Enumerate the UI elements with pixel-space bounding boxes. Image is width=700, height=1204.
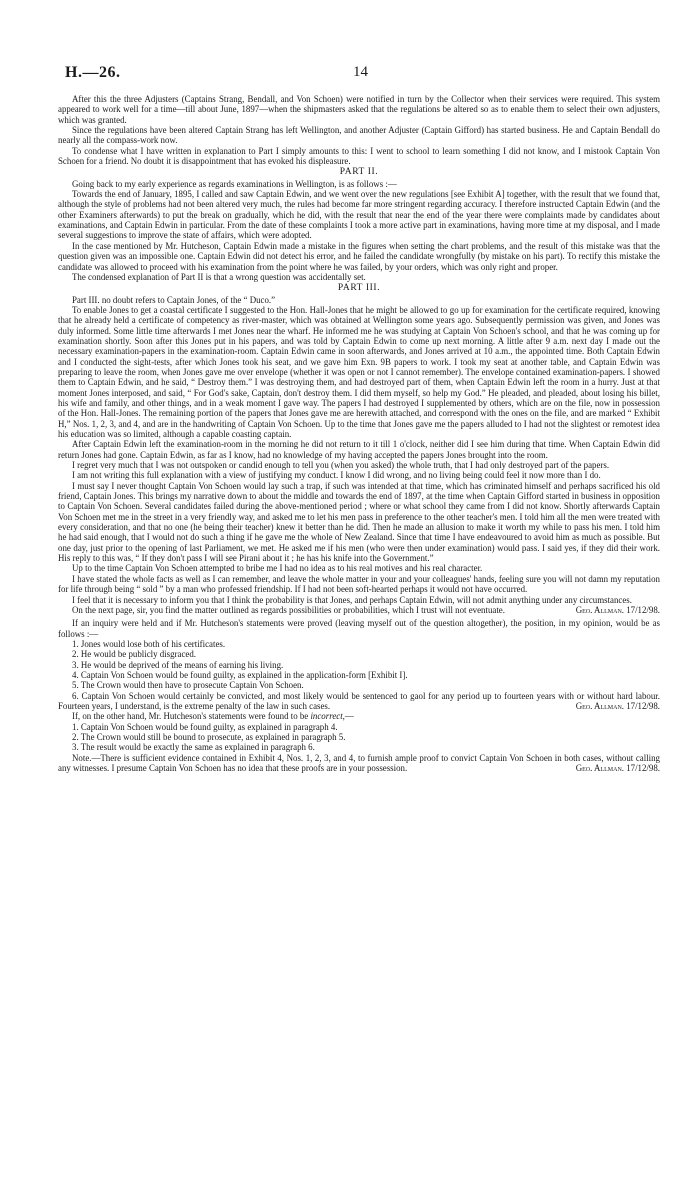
paragraph: After Captain Edwin left the examination-room in the morning he did not return to it till 1 o'clock, neither did I see him during that time. When Captain Edwin did return Jones had gone. Captain Edwin, as far as I know, had no knowledge of my having accepted the papers Jones brought into the room.: [58, 439, 660, 460]
list-item: 3. The result would be exactly the same as explained in paragraph 6.: [72, 742, 315, 753]
paragraph: Up to the time Captain Von Schoen attempted to bribe me I had no idea as to his real motives and his real character.: [72, 563, 483, 574]
signature: Geo. Allman. 17/12/98.: [575, 604, 660, 615]
list-item: 1. Jones would lose both of his certificates.: [72, 638, 226, 649]
paragraph: Part III. no doubt refers to Captain Jones, of the “ Duco.”: [72, 294, 276, 305]
part-2-heading: PART II.: [339, 167, 379, 178]
list-item: [58, 691, 660, 712]
closing-paragraph: [58, 605, 660, 615]
paragraph: Since the regulations have been altered Captain Strang has left Wellington, and another Adjuster (Captain Gifford) has started business. He and Captain Bendall do nearly all the compass-work now.: [58, 125, 660, 146]
paragraph: I must say I never thought Captain Von Schoen would lay such a trap, if such was intended at that time, which has criminated himself and perhaps sacrificed his old friend, Captain Jones. This brings my narrative down to about the middle and towards the end of 1897, at the time when Captain Gifford started in business in opposition to Captain Von Schoen. Several candidates failed during the above-mentioned period ; where or what school they came from I did not know. Shortly afterwards Captain Von Schoen met me in the street in a very friendly way, and asked me to let his men pass in preference to the other teacher's men. I told him all the men were treated with every consideration, and that no one (he being their teacher) knew it better than he did. Then he made an allusion to make it worth my while to pass his men. I told him he had said enough, that I would not do such a thing if he gave me the whole of New Zealand. Since that time I have endeavoured to avoid him as much as possible. But one day, just prior to the opening of last Parliament, we met. He asked me if his men (who were then under examination) would pass. I said yes, if they did their work. His reply to this was, “ If they don't pass I will see Pirani about it ; he has his knife into the Government.”: [58, 480, 660, 564]
paragraph: I am not writing this full explanation with a view of justifying my conduct. I know I did wrong, and no living being could feel it now more than I do.: [72, 470, 601, 481]
document-code: H.—26.: [65, 64, 121, 81]
paragraph: Going back to my early experience as regards examinations in Wellington, is as follows :—: [72, 178, 397, 189]
list-item: 2. He would be publicly disgraced.: [72, 649, 196, 660]
paragraph: I regret very much that I was not outspoken or candid enough to tell you (when you asked) the whole truth, that I had only destroyed part of the papers.: [72, 460, 610, 471]
paragraph: Towards the end of January, 1895, I called and saw Captain Edwin, and we went over the new regulations [see Exhibit A] together, with the result that we found that, although the style of problems had not been altered very much, the rules had become far more stringent regarding accuracy. I therefore instructed Captain Edwin (and the other Examiners afterwards) to put the break on gradually, which he did, with the result that near the end of the year there were complaints made by candidates about examinations, and Captain Edwin in particular. From the date of these complaints I took a more active part in examinations, having more time at my disposal, and I made several suggestions to improve the state of affairs, which were adopted.: [58, 189, 660, 241]
incorrect-list: [58, 722, 660, 753]
list-item-text: 6. Captain Von Schoen would certainly be convicted, and most likely would be sentenced to gaol for any period up to fourteen years with or without hard labour. Fourteen years, I understand, is the extreme penalty of the law in such cases.: [58, 690, 660, 711]
list-item: 3. He would be deprived of the means of earning his living.: [72, 659, 284, 670]
emphasis-word: incorrect: [310, 711, 343, 722]
list-item: 5. The Crown would then have to prosecute Captain Von Schoen.: [72, 680, 304, 691]
paragraph: To condense what I have written in explanation to Part I simply amounts to this: I went to school to learn something I did not know, and I mistook Captain Von Schoen for a friend. No doubt it is disappointment that has evoked his displeasure.: [58, 145, 660, 167]
note-paragraph: [58, 753, 660, 774]
inquiry-list: [58, 639, 660, 711]
closing-text: On the next page, sir, you find the matter outlined as regards possibilities or probabilities, which I trust will not eventuate.: [72, 604, 505, 615]
inquiry-intro: If an inquiry were held and if Mr. Hutcheson's statements were proved (leaving myself out of the question altogether), the position, in my opinion, would be as follows :—: [58, 618, 660, 639]
paragraph: After this the three Adjusters (Captains Strang, Bendall, and Von Schoen) were notified in turn by the Collector when their services were required. This system appeared to work well for a time—till about June, 1897—when the shipmasters asked that the regulations be altered so as to enable them to select their own adjusters, which was granted.: [58, 94, 660, 125]
document-body: [58, 94, 660, 773]
list-item: 2. The Crown would still be bound to prosecute, as explained in paragraph 5.: [72, 731, 346, 742]
note-text: Note.—There is sufficient evidence contained in Exhibit 4, Nos. 1, 2, 3, and 4, to furnish ample proof to convict Captain Von Schoen in both cases, without calling any witnesses. I presume Captain Von Schoen has no idea that these proofs are in your possession.: [58, 752, 660, 773]
intro-suffix: ,—: [342, 711, 354, 722]
paragraph: In the case mentioned by Mr. Hutcheson, Captain Edwin made a mistake in the figures when setting the chart problems, and the result of this mistake was that the question given was an impossible one. Captain Edwin did not detect his error, and he failed the candidate wrongfully (by mistake on his part). To rectify this mistake the candidate was allowed to proceed with his examination from the point where he was failed, by your orders, which was only right and proper.: [58, 240, 660, 272]
list-item: 4. Captain Von Schoen would be found guilty, as explained in the application-form [Exhibit I].: [72, 669, 408, 680]
signature: Geo. Allman. 17/12/98.: [575, 763, 660, 773]
paragraph: The condensed explanation of Part II is that a wrong question was accidentally set.: [72, 271, 366, 282]
paragraph: To enable Jones to get a coastal certificate I suggested to the Hon. Hall-Jones that he might be allowed to go up for examination for the certificate required, knowing that he already held a certificate of competency as river-master, which was obtained at Wellington some years ago. Subsequently permission was given, and Jones was duly informed. Some little time afterwards I met Jones near the wharf. He informed me he was studying at Captain Von Schoen's school, and that he was coming up for examination shortly. Soon after this Jones put in his papers, and was told by Captain Edwin to come up next morning. A little after 9 a.m. next day I made out the necessary examination-papers in the examination-room. Captain Edwin came in soon afterwards, and Jones arrived at 10 a.m., the appointed time. Both Captain Edwin and I conducted the sight-tests, after which Jones took his seat, and we gave him Exn. 9B papers to work. I took my seat at another table, and Captain Edwin was preparing to leave the room, when Jones gave me over envelope (whether it was open or not I cannot remember). The envelope contained examination-papers. I showed them to Captain Edwin, and he said, “ Destroy them.” I was destroying them, and had destroyed part of them, when Captain Edwin left the room in a hurry. Just at that moment Jones interposed, and said, “ For God's sake, Captain, don't destroy them. I did them myself, so help my God.” He pleaded, and pleaded, about losing his billet, his wife and family, and other things, and in a weak moment I gave way. The papers I had destroyed I supplemented by others, which are on the file, now in possession of the Hon. Hall-Jones. The remaining portion of the papers that Jones gave me are herewith attached, and correspond with the ones on the file, and are marked “ Exhibit H,” Nos. 1, 2, 3, and 4, and are in the handwriting of Captain Von Schoen. Up to the time that Jones gave me the papers alluded to I had not the slightest or remotest idea his education was so limited, although a capable coasting captain.: [58, 304, 660, 439]
intro-text: If, on the other hand, Mr. Hutcheson's statements were found to be: [72, 711, 311, 722]
paragraph: I feel that it is necessary to inform you that I think the probability is that Jones, and perhaps Captain Edwin, will not admit anything under any circumstances.: [72, 594, 632, 605]
list-item: 1. Captain Von Schoen would be found guilty, as explained in paragraph 4.: [72, 721, 338, 732]
page-header: [65, 64, 656, 84]
page-number: 14: [353, 64, 368, 80]
signature: Geo. Allman. 17/12/98.: [575, 700, 660, 711]
incorrect-intro: [58, 711, 660, 721]
part-3-heading: PART III.: [337, 283, 381, 294]
paragraph: I have stated the whole facts as well as I can remember, and leave the whole matter in your and your colleagues' hands, feeling sure you will not damn my reputation for life through being “ sold ” by a man who professed friendship. If I had not been soft-hearted perhaps it would not have occurred.: [58, 573, 660, 595]
